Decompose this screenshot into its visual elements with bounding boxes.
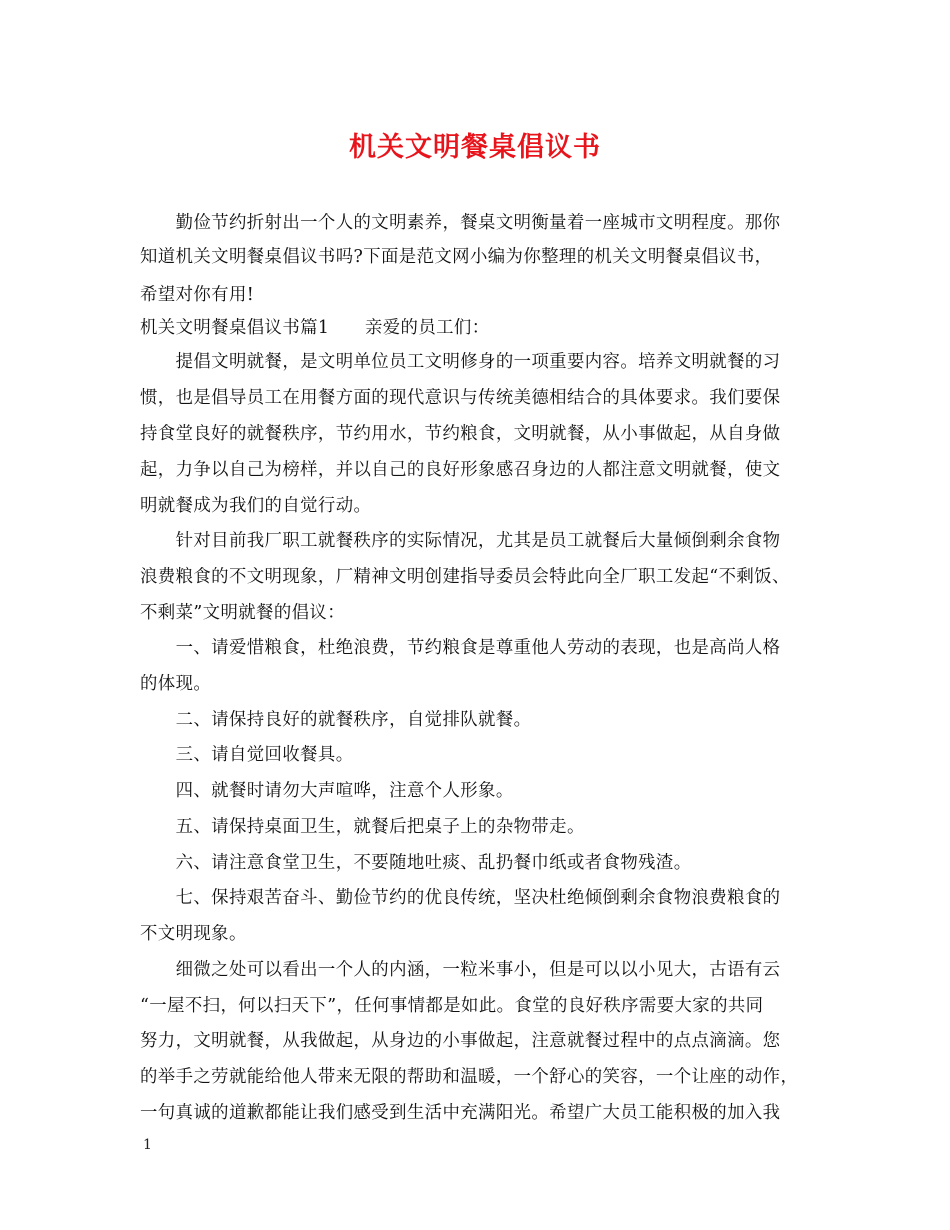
list-item-line: 一、请爱惜粮食，杜绝浪费，节约粮食是尊重他人劳动的表现，也是高尚人格	[140, 638, 781, 658]
body-line: 浪费粮食的不文明现象，厂精神文明创建指导委员会特此向全厂职工发起“不剩饭、	[140, 567, 790, 587]
list-item-line: 不文明现象。	[140, 924, 247, 944]
page-number: 1	[143, 1137, 152, 1153]
list-item-line: 四、就餐时请勿大声喧哗，注意个人形象。	[140, 781, 514, 801]
body-line: 细微之处可以看出一个人的内涵，一粒米事小，但是可以以小见大，古语有云	[140, 960, 781, 980]
list-item-line: 五、请保持桌面卫生，就餐后把桌子上的杂物带走。	[140, 817, 585, 837]
body-line: 起，力争以自己为榜样，并以自己的良好形象感召身边的人都注意文明就餐，使文	[140, 460, 781, 480]
list-item-line: 二、请保持良好的就餐秩序，自觉排队就餐。	[140, 710, 532, 730]
body-line: 明就餐成为我们的自觉行动。	[140, 496, 372, 516]
list-item-line: 的体现。	[140, 674, 212, 694]
body-line: 不剩菜”文明就餐的倡议：	[140, 603, 345, 623]
document-title: 机关文明餐桌倡议书	[349, 132, 601, 163]
body-line: 针对目前我厂职工就餐秩序的实际情况，尤其是员工就餐后大量倾倒剩余食物	[140, 531, 781, 551]
body-line: 持食堂良好的就餐秩序，节约用水，节约粮食，文明就餐，从小事做起，从自身做	[140, 424, 781, 444]
list-item-line: 六、请注意食堂卫生，不要随地吐痰、乱扔餐巾纸或者食物残渣。	[140, 853, 692, 873]
section-heading-line: 机关文明餐桌倡议书篇1 亲爱的员工们：	[140, 318, 490, 338]
body-line: 提倡文明就餐，是文明单位员工文明修身的一项重要内容。培养文明就餐的习	[140, 352, 781, 372]
body-line: 希望对你有用!	[140, 285, 255, 305]
body-line: 勤俭节约折射出一个人的文明素养，餐桌文明衡量着一座城市文明程度。那你	[140, 213, 781, 233]
body-line: 一句真诚的道歉都能让我们感受到生活中充满阳光。希望广大员工能积极的加入我	[140, 1103, 781, 1123]
body-line: 惯，也是倡导员工在用餐方面的现代意识与传统美德相结合的具体要求。我们要保	[140, 388, 781, 408]
body-line: 知道机关文明餐桌倡议书吗?下面是范文网小编为你整理的机关文明餐桌倡议书，	[140, 247, 773, 267]
body-line: 的举手之劳就能给他人带来无限的帮助和温暖，一个舒心的笑容，一个让座的动作，	[140, 1067, 799, 1087]
list-item-line: 七、保持艰苦奋斗、勤俭节约的优良传统，坚决杜绝倾倒剩余食物浪费粮食的	[140, 888, 781, 908]
body-line: “一屋不扫，何以扫天下”，任何事情都是如此。食堂的良好秩序需要大家的共同	[140, 996, 764, 1016]
body-line: 努力，文明就餐，从我做起，从身边的小事做起，注意就餐过程中的点点滴滴。您	[140, 1031, 781, 1051]
list-item-line: 三、请自觉回收餐具。	[140, 745, 354, 765]
